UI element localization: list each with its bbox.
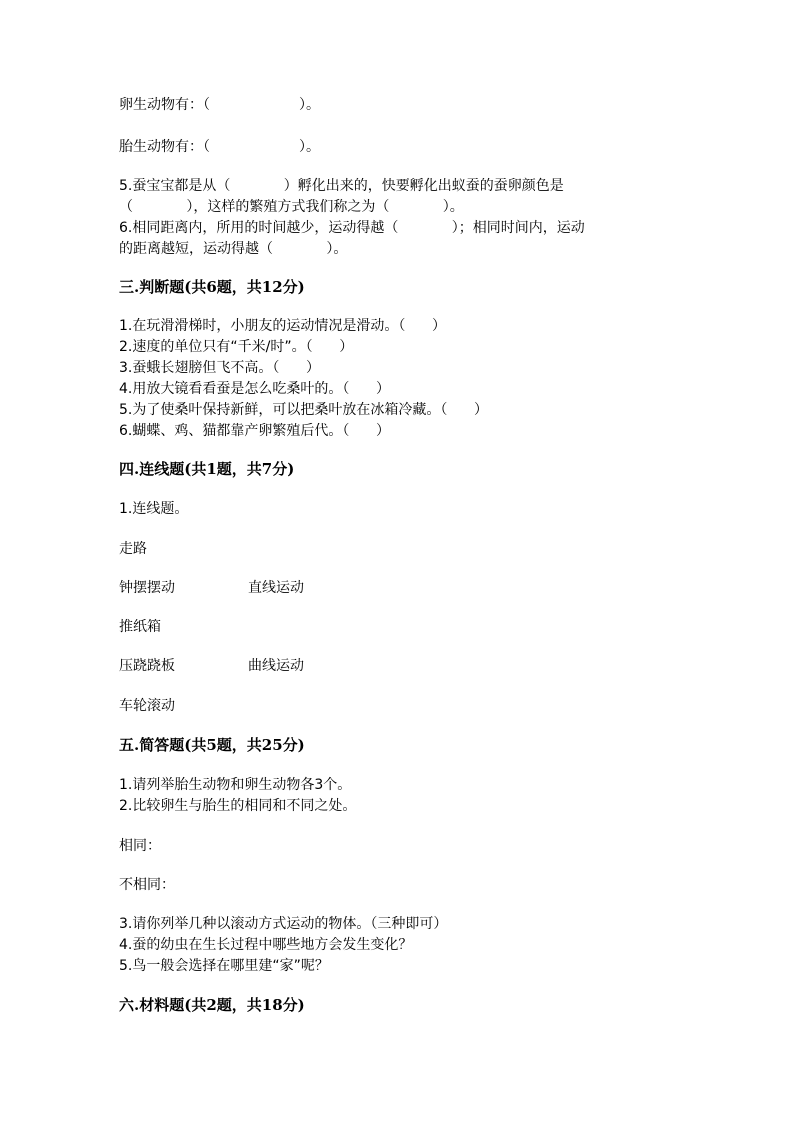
matching-left-item: 走路 [119,541,147,557]
judgement-item: 6.蝴蝶、鸡、猫都靠产卵繁殖后代。（ ） [119,423,391,439]
judgement-item: 3.蚕蛾长翅膀但飞不高。（ ） [119,360,321,376]
matching-left-item: 钟摆摆动 [119,580,175,596]
matching-left-item: 推纸箱 [119,619,161,635]
q6-line-1: 6.相同距离内，所用的时间越少，运动得越（ ）；相同时间内，运动 [119,220,585,236]
section-5-heading: 五.简答题(共5题，共25分) [119,736,305,754]
matching-question: 1.连线题。 [119,501,189,517]
section-3-heading: 三.判断题(共6题，共12分) [119,278,305,296]
short-answer-q2: 2.比较卵生与胎生的相同和不同之处。 [119,798,357,814]
judgement-item: 1.在玩滑滑梯时，小朋友的运动情况是滑动。（ ） [119,318,447,334]
q6-line-2: 的距离越短，运动得越（ ）。 [119,241,348,257]
short-answer-q5: 5.鸟一般会选择在哪里建“家”呢？ [119,958,329,974]
matching-right-item: 曲线运动 [248,658,304,674]
different-label: 不相同： [119,877,175,893]
short-answer-q1: 1.请列举胎生动物和卵生动物各3个。 [119,777,352,793]
q5-line-1: 5.蚕宝宝都是从（ ）孵化出来的，快要孵化出蚁蚕的蚕卵颜色是 [119,178,564,194]
oviparous-blank-line: 卵生动物有：（ ）。 [119,97,321,113]
same-label: 相同： [119,838,161,854]
section-6-heading: 六.材料题(共2题，共18分) [119,996,305,1014]
matching-right-item: 直线运动 [248,580,304,596]
section-4-heading: 四.连线题(共1题，共7分) [119,460,295,478]
matching-left-item: 车轮滚动 [119,698,175,714]
short-answer-q4: 4.蚕的幼虫在生长过程中哪些地方会发生变化？ [119,937,413,953]
judgement-item: 4.用放大镜看看蚕是怎么吃桑叶的。（ ） [119,381,391,397]
short-answer-q3: 3.请你列举几种以滚动方式运动的物体。（三种即可） [119,916,448,932]
q5-line-2: （ ），这样的繁殖方式我们称之为（ ）。 [119,199,464,215]
viviparous-blank-line: 胎生动物有：（ ）。 [119,139,321,155]
matching-left-item: 压跷跷板 [119,658,175,674]
judgement-item: 5.为了使桑叶保持新鲜，可以把桑叶放在冰箱冷藏。（ ） [119,402,489,418]
judgement-item: 2.速度的单位只有“千米/时”。（ ） [119,339,354,355]
